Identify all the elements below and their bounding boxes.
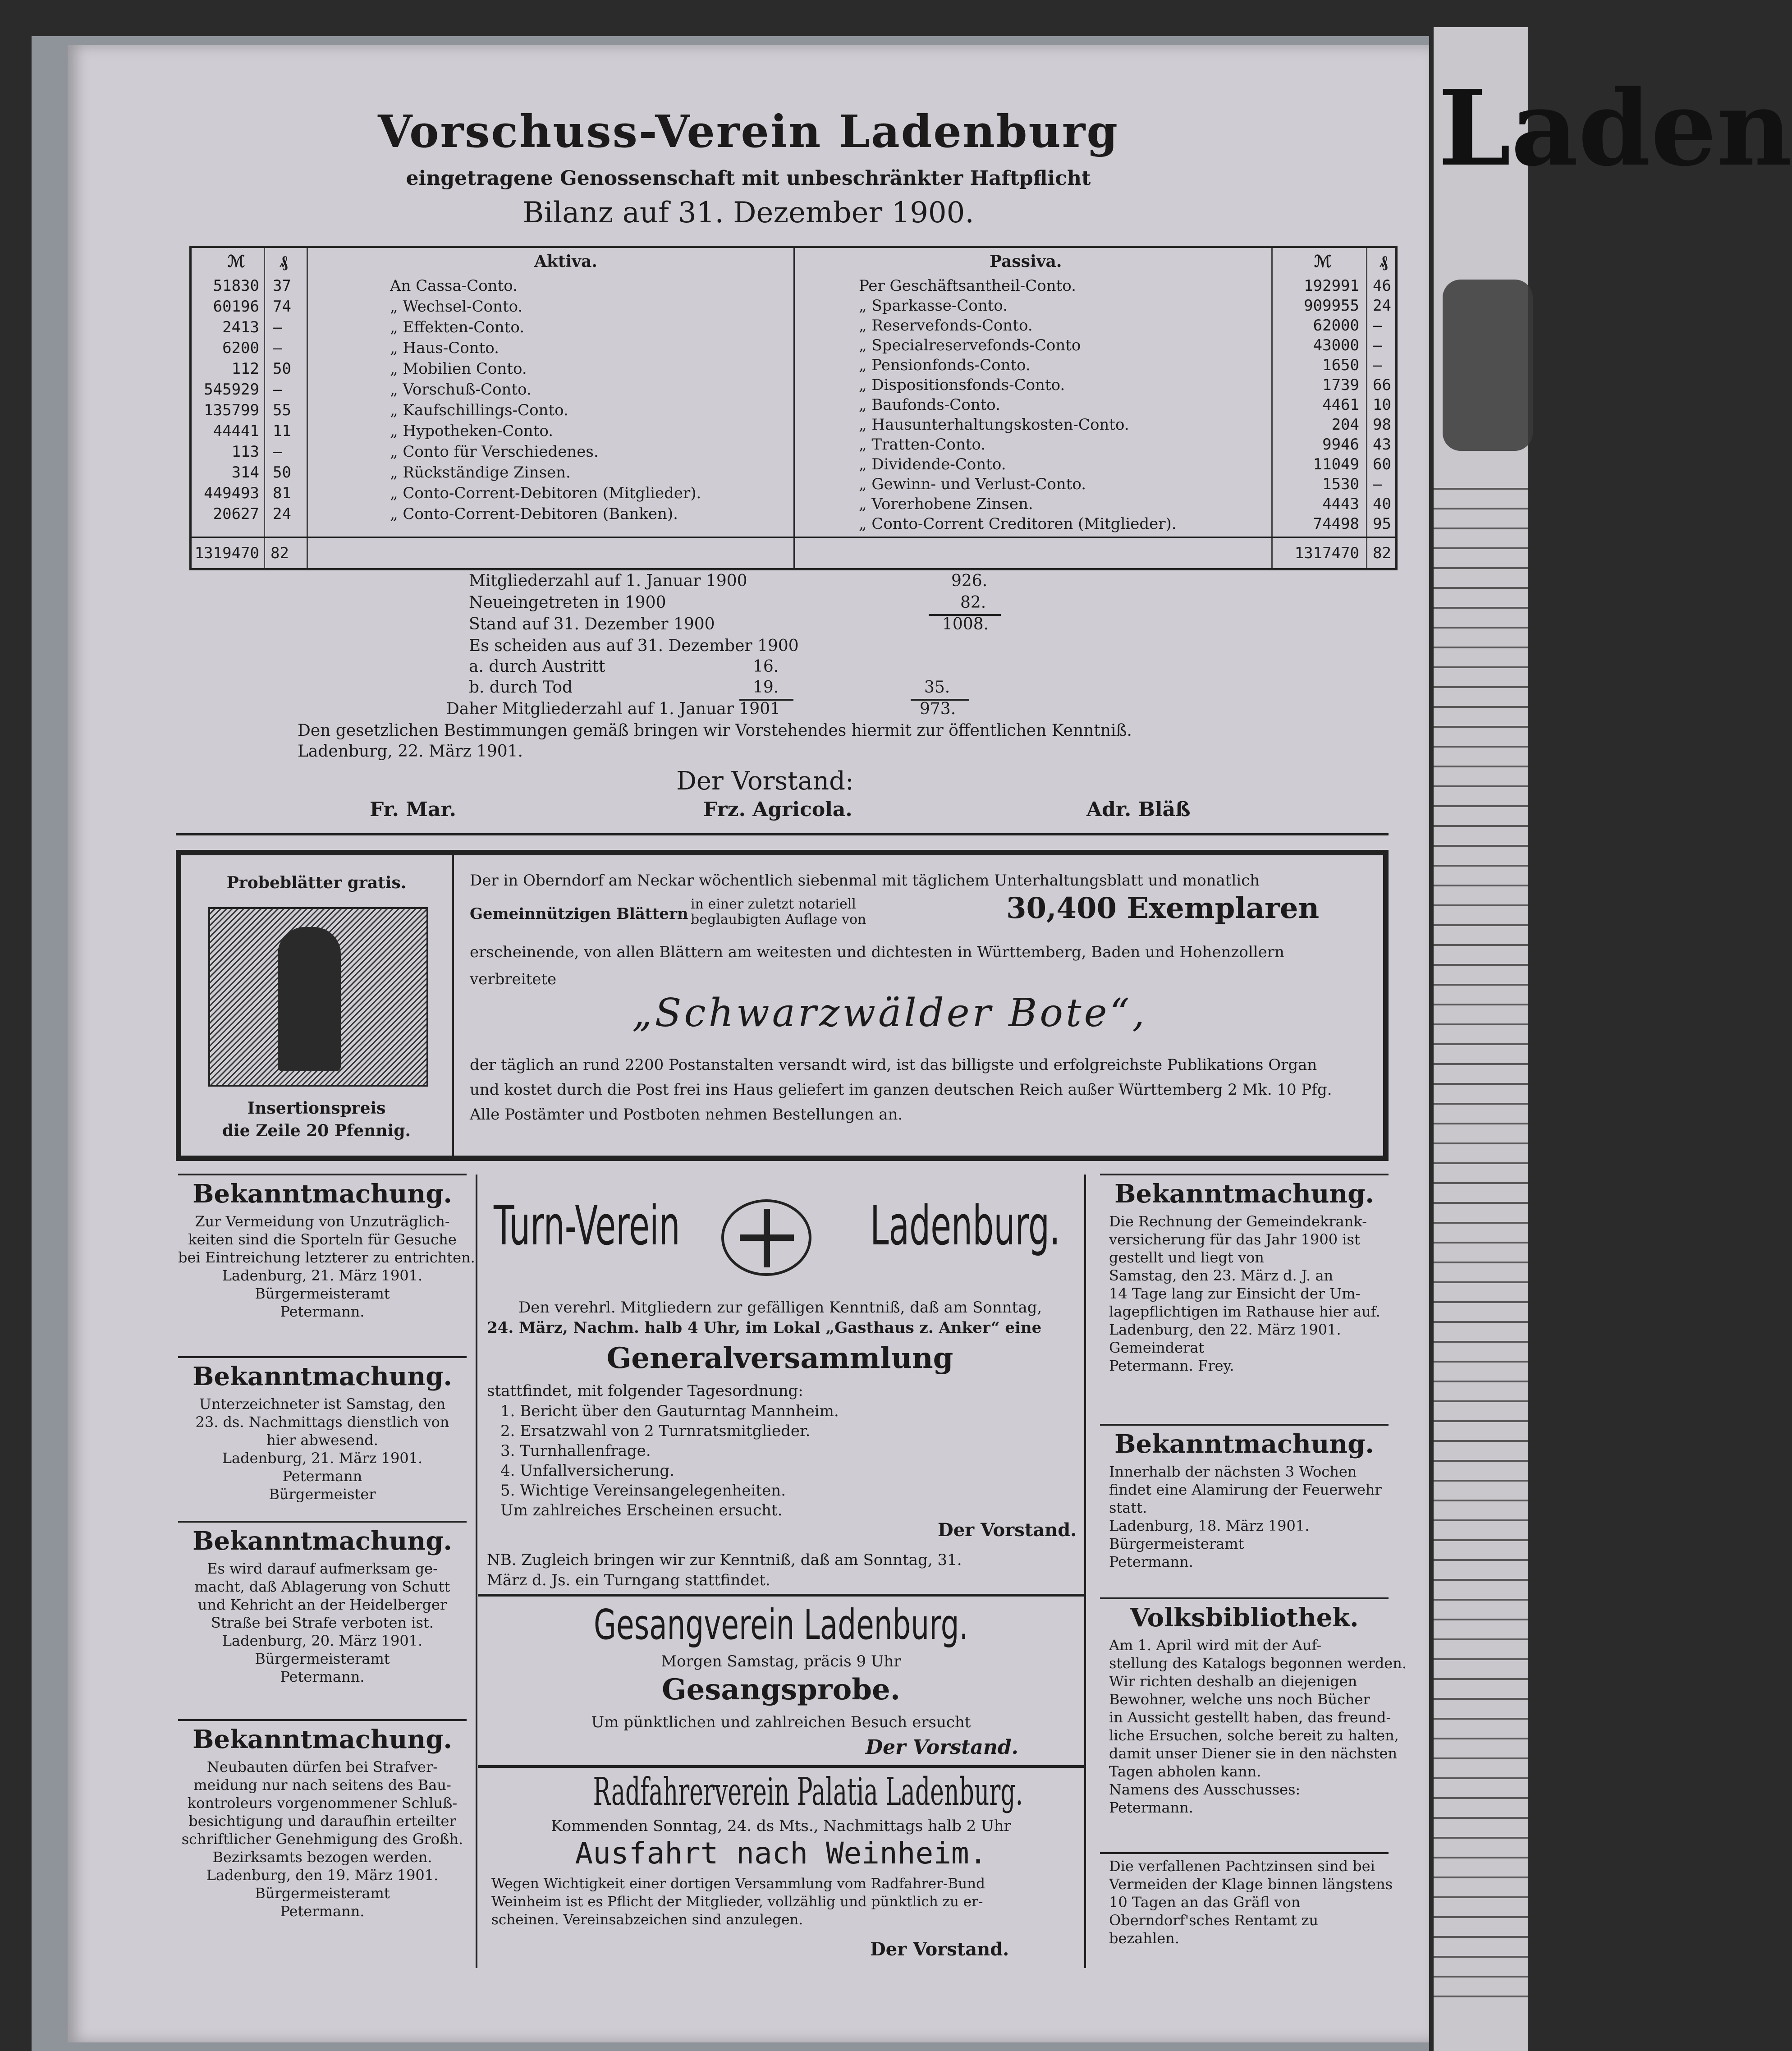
gesang-title: Gesangverein Ladenburg. [594, 1601, 968, 1649]
gesang-line-2: Um pünktlichen und zahlreichen Besuch ersucht [591, 1713, 971, 1731]
ad-left-bottom-2: die Zeile 20 Pfennig. [222, 1121, 411, 1140]
aktiva-amount: 44441 [213, 422, 259, 440]
balance-table [189, 246, 1398, 570]
notice-line: Bezirksamts bezogen werden. [212, 1849, 432, 1866]
board-signature-1: Fr. Mar. [370, 798, 456, 821]
notice-line: Bürgermeisteramt [255, 1650, 390, 1667]
members-v6b: 35. [924, 678, 950, 697]
notice-rule [1100, 1424, 1389, 1426]
passiva-pf: 60 [1373, 455, 1391, 473]
total-rule [192, 537, 1395, 538]
notice-line: 23. ds. Nachmittags dienstlich von [195, 1413, 449, 1431]
aktiva-amount: 314 [231, 463, 259, 482]
members-v3: 1008. [942, 615, 989, 633]
passiva-pf: 24 [1373, 297, 1391, 315]
turnverein-nb-2: März d. Js. ein Turngang stattfindet. [487, 1571, 770, 1589]
aktiva-amount: 545929 [204, 381, 259, 399]
ad-line-3: erscheinende, von allen Blättern am weitesten und dichtesten in Württemberg, Baden und Hohenzollern verbreitete [470, 943, 1284, 988]
notice-rule [1100, 1597, 1389, 1599]
passiva-label: „ Baufonds-Conto. [859, 396, 1000, 414]
ad-line-2a: Gemeinnützigen Blättern [470, 905, 688, 923]
page-subtitle: eingetragene Genossenschaft mit unbeschränkter Haftpflicht [406, 167, 1091, 190]
column-divider [476, 1175, 477, 1968]
notice-line: Die verfallenen Pachtzinsen sind bei [1109, 1858, 1375, 1875]
aktiva-pf: — [273, 318, 282, 336]
agenda-item: 3. Turnhallenfrage. [500, 1442, 651, 1460]
notice-line: keiten sind die Sporteln für Gesuche [188, 1231, 457, 1248]
page-title: Vorschuss-Verein Ladenburg [378, 106, 1119, 158]
board-title: Der Vorstand: [676, 766, 854, 796]
aktiva-amount: 135799 [204, 401, 259, 419]
agenda-item: 1. Bericht über den Gauturntag Mannheim. [500, 1402, 839, 1420]
aktiva-label: „ Vorschuß-Conto. [390, 381, 532, 399]
notice-line: Ladenburg, 21. März 1901. [222, 1450, 423, 1467]
passiva-amount: 4443 [1322, 495, 1359, 513]
pf-mark: ₰ [280, 252, 288, 271]
aktiva-pf: 55 [273, 401, 291, 419]
notice-line: 10 Tagen an das Gräfl von [1109, 1894, 1301, 1911]
aktiva-label: „ Hypotheken-Conto. [390, 422, 554, 440]
aktiva-label: „ Conto-Corrent-Debitoren (Banken). [390, 505, 678, 523]
board-signature-2: Frz. Agricola. [703, 798, 852, 821]
notice-rule [1100, 1174, 1389, 1175]
column-rule [264, 248, 265, 568]
turnverein-intro-2: 24. März, Nachm. halb 4 Uhr, im Lokal „Gasthaus z. Anker“ eine [487, 1319, 1042, 1337]
notice-line: Die Rechnung der Gemeindekrank- [1109, 1213, 1367, 1230]
ad-schwarzwaelder-bote [176, 850, 1389, 1161]
notice-line: Bewohner, welche uns noch Bücher [1109, 1691, 1370, 1708]
gesang-sign: Der Vorstand. [866, 1736, 1018, 1759]
notice-line: schriftlicher Genehmigung des Großh. [181, 1831, 463, 1848]
hiker-figure [278, 927, 341, 1071]
notice-line: lagepflichtigen im Rathause hier auf. [1109, 1303, 1380, 1320]
notice-line: Neubauten dürfen bei Strafver- [206, 1758, 438, 1776]
notice-line: Straße bei Strafe verboten ist. [211, 1614, 434, 1631]
passiva-label: „ Reservefonds-Conto. [859, 317, 1033, 335]
passiva-label: „ Dividende-Conto. [859, 455, 1006, 473]
turnverein-title-a: Turn-Verein [494, 1195, 680, 1257]
notice-line: Ladenburg, 21. März 1901. [222, 1267, 423, 1284]
aktiva-amount: 6200 [222, 339, 259, 357]
members-v5: 16. [753, 657, 779, 676]
radfahrer-line-2: Wegen Wichtigkeit einer dortigen Versammlung vom Radfahrer-Bund [491, 1876, 985, 1892]
notice-line: Samstag, den 23. März d. J. an [1109, 1267, 1334, 1284]
members-v2: 82. [960, 593, 986, 612]
agenda-item: 2. Ersatzwahl von 2 Turnratsmitglieder. [500, 1422, 811, 1440]
aktiva-label: An Cassa-Conto. [390, 277, 518, 295]
balance-title: Bilanz auf 31. Dezember 1900. [522, 196, 974, 229]
turnverein-emblem-icon [721, 1199, 811, 1276]
notice-line: Es wird darauf aufmerksam ge- [207, 1560, 438, 1577]
passiva-pf: — [1373, 317, 1382, 335]
column-rule [1271, 248, 1273, 568]
notice-line: Namens des Ausschusses: [1109, 1781, 1301, 1798]
agenda-item: 5. Wichtige Vereinsangelegenheiten. [500, 1482, 786, 1500]
notice-line: Zur Vermeidung von Unzuträglich- [195, 1213, 450, 1230]
notice-line: statt. [1109, 1499, 1147, 1516]
notice-line: liche Ersuchen, solche bereit zu halten, [1109, 1727, 1399, 1744]
members-l7: Daher Mitgliederzahl auf 1. Januar 1901 [446, 700, 781, 718]
ad-line-5: und kostet durch die Post frei ins Haus geliefert im ganzen deutschen Reich außer Württemberg 2 Mk. 10 Pfg. [470, 1081, 1332, 1099]
gesang-line-1: Morgen Samstag, präcis 9 Uhr [661, 1652, 901, 1670]
notice-line: besichtigung und daraufhin erteilter [188, 1812, 456, 1830]
aktiva-total-m: 1319470 [194, 544, 259, 562]
ad-line-1: Der in Oberndorf am Neckar wöchentlich siebenmal mit täglichem Unterhaltungsblatt und monatlich [470, 872, 1260, 890]
members-place-date: Ladenburg, 22. März 1901. [298, 742, 523, 761]
members-l5: a. durch Austritt [469, 657, 605, 676]
notice-line: bezahlen. [1109, 1930, 1179, 1947]
passiva-amount: 4461 [1322, 396, 1359, 414]
passiva-label: „ Tratten-Conto. [859, 436, 986, 454]
next-page-masthead: Laden [1438, 68, 1792, 189]
notice-line: kontroleurs vorgenommener Schluß- [187, 1794, 458, 1812]
ad-left-top: Probeblätter gratis. [226, 873, 407, 892]
aktiva-pf: 50 [273, 463, 291, 482]
members-v7: 973. [920, 700, 956, 718]
passiva-label: „ Specialreservefonds-Conto [859, 336, 1081, 354]
notice-line: Oberndorf'sches Rentamt zu [1109, 1912, 1319, 1929]
aktiva-pf: 74 [273, 298, 291, 316]
ad-line-6: Alle Postämter und Postboten nehmen Bestellungen an. [470, 1106, 903, 1124]
column-rule [307, 248, 308, 568]
coat-of-arms-icon [1443, 280, 1533, 451]
passiva-amount: 9946 [1322, 436, 1359, 454]
radfahrer-title: Radfahrerverein Palatia Ladenburg. [593, 1770, 1023, 1814]
notice-title: Bekanntmachung. [192, 1526, 452, 1556]
aktiva-amount: 112 [231, 360, 259, 378]
notice-rule [1100, 1852, 1389, 1854]
notice-line: findet eine Alamirung der Feuerwehr [1109, 1481, 1382, 1498]
aktiva-label: „ Mobilien Conto. [390, 360, 527, 378]
passiva-pf: — [1373, 475, 1382, 493]
members-note: Den gesetzlichen Bestimmungen gemäß bringen wir Vorstehendes hiermit zur öffentlichen Kenntniß. [298, 721, 1132, 740]
passiva-pf: 43 [1373, 436, 1391, 454]
members-v6: 19. [753, 678, 779, 697]
aktiva-label: „ Conto für Verschiedenes. [390, 443, 599, 461]
notice-line: Bürgermeisteramt [1109, 1535, 1244, 1552]
passiva-pf: 46 [1373, 277, 1391, 295]
ad-left-bottom-1: Insertionspreis [247, 1099, 386, 1118]
notice-line: hier abwesend. [266, 1432, 378, 1449]
currency-mark: ℳ [228, 252, 245, 271]
ad-paper-title: „Schwarzwälder Bote“, [632, 991, 1147, 1036]
notice-rule [178, 1521, 467, 1523]
aktiva-pf: — [273, 443, 282, 461]
section-rule [478, 1594, 1084, 1597]
passiva-total-pf: 82 [1373, 544, 1391, 562]
next-page-text-columns [1434, 478, 1528, 2011]
passiva-pf: 98 [1373, 416, 1391, 434]
notice-line: und Kehricht an der Heidelberger [197, 1596, 447, 1613]
notice-line: Petermann. [1109, 1553, 1193, 1570]
aktiva-heading: Aktiva. [534, 252, 597, 271]
notice-line: Wir richten deshalb an diejenigen [1109, 1673, 1357, 1690]
notice-line: 14 Tage lang zur Einsicht der Um- [1109, 1285, 1361, 1302]
notice-line: Ladenburg, 20. März 1901. [222, 1632, 423, 1649]
notice-title: Bekanntmachung. [1114, 1429, 1374, 1459]
radfahrer-event: Ausfahrt nach Weinheim. [575, 1836, 987, 1871]
passiva-label: „ Conto-Corrent Creditoren (Mitglieder). [859, 515, 1177, 533]
turnverein-closing: Um zahlreiches Erscheinen ersucht. [500, 1501, 783, 1519]
passiva-pf: 66 [1373, 376, 1391, 394]
aktiva-pf: 37 [273, 277, 291, 295]
aktiva-label: „ Haus-Conto. [390, 339, 499, 357]
members-l3: Stand auf 31. Dezember 1900 [469, 615, 715, 633]
notice-title: Bekanntmachung. [192, 1725, 452, 1754]
aktiva-amount: 2413 [222, 318, 259, 336]
notice-line: Bürgermeister [269, 1486, 376, 1503]
aktiva-label: „ Kaufschillings-Conto. [390, 401, 568, 419]
passiva-pf: 95 [1373, 515, 1391, 533]
pf-mark: ₰ [1380, 252, 1388, 271]
passiva-label: „ Gewinn- und Verlust-Conto. [859, 475, 1086, 493]
passiva-label: „ Vorerhobene Zinsen. [859, 495, 1033, 513]
passiva-amount: 11049 [1313, 455, 1359, 473]
notice-line: macht, daß Ablagerung von Schutt [194, 1578, 450, 1595]
notice-line: meidung nur nach seitens des Bau- [193, 1776, 451, 1794]
section-rule [478, 1765, 1084, 1768]
passiva-total-m: 1317470 [1294, 544, 1359, 562]
aktiva-pf: — [273, 339, 282, 357]
notice-line: Ladenburg, 18. März 1901. [1109, 1517, 1310, 1534]
radfahrer-line-3: Weinheim ist es Pflicht der Mitglieder, vollzählig und pünktlich zu er- [491, 1894, 983, 1910]
aktiva-pf: 24 [273, 505, 291, 523]
notice-line: bei Eintreichung letzterer zu entrichten. [178, 1249, 475, 1266]
turnverein-title-b: Ladenburg. [870, 1195, 1060, 1257]
passiva-label: „ Dispositionsfonds-Conto. [859, 376, 1065, 394]
notice-title: Bekanntmachung. [192, 1179, 452, 1209]
members-l1: Mitgliederzahl auf 1. Januar 1900 [469, 572, 747, 590]
next-page-edge [1434, 27, 1792, 2051]
aktiva-pf: 11 [273, 422, 291, 440]
hiker-illustration-icon [208, 907, 428, 1087]
aktiva-amount: 449493 [204, 484, 259, 502]
aktiva-label: „ Conto-Corrent-Debitoren (Mitglieder). [390, 484, 701, 502]
radfahrer-line-1: Kommenden Sonntag, 24. ds Mts., Nachmittags halb 2 Uhr [551, 1817, 1011, 1835]
aktiva-label: „ Rückständige Zinsen. [390, 463, 571, 482]
board-signature-3: Adr. Bläß [1086, 798, 1191, 821]
section-rule [176, 833, 1389, 835]
passiva-amount: 1739 [1322, 376, 1359, 394]
balance-divider [793, 248, 795, 568]
passiva-amount: 1530 [1322, 475, 1359, 493]
notice-line: Petermann. Frey. [1109, 1357, 1234, 1374]
members-l6: b. durch Tod [469, 678, 573, 697]
ad-circulation: 30,400 Exemplaren [1006, 891, 1320, 925]
passiva-amount: 192991 [1304, 277, 1359, 295]
notice-line: stellung des Katalogs begonnen werden. [1109, 1655, 1407, 1672]
notice-title: Volksbibliothek. [1130, 1603, 1359, 1633]
turnverein-intro-3: stattfindet, mit folgender Tagesordnung: [487, 1382, 803, 1400]
notice-line: Petermann. [280, 1668, 365, 1685]
turnverein-sign: Der Vorstand. [938, 1519, 1077, 1541]
aktiva-amount: 60196 [213, 298, 259, 316]
notice-line: versicherung für das Jahr 1900 ist [1109, 1231, 1360, 1248]
notice-line: Innerhalb der nächsten 3 Wochen [1109, 1463, 1357, 1480]
notice-line: Bürgermeisteramt [255, 1285, 390, 1302]
agenda-item: 4. Unfallversicherung. [500, 1462, 674, 1480]
passiva-amount: 62000 [1313, 317, 1359, 335]
passiva-amount: 204 [1331, 416, 1359, 434]
turnverein-event: Generalversammlung [606, 1341, 953, 1375]
notice-rule [178, 1719, 467, 1721]
notice-line: Am 1. April wird mit der Auf- [1109, 1637, 1322, 1654]
turnverein-nb-1: NB. Zugleich bringen wir zur Kenntniß, daß am Sonntag, 31. [487, 1551, 962, 1569]
aktiva-label: „ Effekten-Conto. [390, 318, 525, 336]
aktiva-pf: 50 [273, 360, 291, 378]
passiva-amount: 74498 [1313, 515, 1359, 533]
notice-title: Bekanntmachung. [192, 1362, 452, 1391]
column-rule [1366, 248, 1367, 568]
passiva-pf: — [1373, 336, 1382, 354]
members-l2: Neueingetreten in 1900 [469, 593, 666, 612]
currency-mark: ℳ [1314, 252, 1332, 271]
notice-line: Tagen abholen kann. [1109, 1763, 1261, 1780]
notice-rule [178, 1174, 467, 1175]
passiva-label: „ Sparkasse-Conto. [859, 297, 1008, 315]
column-divider [1084, 1175, 1086, 1968]
notice-rule [178, 1356, 467, 1358]
notice-line: Petermann. [280, 1303, 365, 1320]
notice-line: Ladenburg, den 19. März 1901. [206, 1867, 439, 1884]
notice-line: Petermann [282, 1468, 362, 1485]
notice-line: Unterzeichneter ist Samstag, den [199, 1395, 446, 1413]
notice-line: in Aussicht gestellt haben, das freund- [1109, 1709, 1391, 1726]
gesang-event: Gesangsprobe. [661, 1673, 901, 1707]
notice-line: damit unser Diener sie in den nächsten [1109, 1745, 1398, 1762]
aktiva-label: „ Wechsel-Conto. [390, 298, 523, 316]
notice-line: Bürgermeisteramt [255, 1885, 390, 1902]
notice-line: Vermeiden der Klage binnen längstens [1109, 1876, 1393, 1893]
notice-title: Bekanntmachung. [1114, 1179, 1374, 1209]
aktiva-pf: 81 [273, 484, 291, 502]
passiva-pf: 40 [1373, 495, 1391, 513]
radfahrer-sign: Der Vorstand. [870, 1939, 1009, 1960]
passiva-heading: Passiva. [990, 252, 1062, 271]
passiva-label: „ Pensionfonds-Conto. [859, 356, 1031, 374]
ad-line-2b: in einer zuletzt notariell beglaubigten Auflage von [691, 896, 866, 927]
passiva-label: Per Geschäftsantheil-Conto. [859, 277, 1076, 295]
aktiva-amount: 113 [231, 443, 259, 461]
turnverein-intro-1: Den verehrl. Mitgliedern zur gefälligen Kenntniß, daß am Sonntag, [518, 1299, 1042, 1317]
passiva-label: „ Hausunterhaltungskosten-Conto. [859, 416, 1129, 434]
radfahrer-line-4: scheinen. Vereinsabzeichen sind anzulegen. [491, 1912, 803, 1928]
passiva-amount: 909955 [1304, 297, 1359, 315]
passiva-pf: — [1373, 356, 1382, 374]
aktiva-total-pf: 82 [270, 544, 289, 562]
aktiva-amount: 20627 [213, 505, 259, 523]
notice-line: Ladenburg, den 22. März 1901. [1109, 1321, 1341, 1338]
passiva-pf: 10 [1373, 396, 1391, 414]
ad-divider [452, 855, 454, 1156]
aktiva-amount: 51830 [213, 277, 259, 295]
passiva-amount: 1650 [1322, 356, 1359, 374]
notice-line: gestellt und liegt von [1109, 1249, 1264, 1266]
notice-line: Petermann. [280, 1903, 365, 1920]
notice-line: Gemeinderat [1109, 1339, 1205, 1356]
notice-line: Petermann. [1109, 1799, 1193, 1816]
passiva-amount: 43000 [1313, 336, 1359, 354]
members-l4: Es scheiden aus auf 31. Dezember 1900 [469, 637, 799, 655]
members-v1: 926. [951, 572, 988, 590]
ad-line-4: der täglich an rund 2200 Postanstalten versandt wird, ist das billigste und erfolgreichste Publikations Organ [470, 1056, 1317, 1074]
aktiva-pf: — [273, 381, 282, 399]
